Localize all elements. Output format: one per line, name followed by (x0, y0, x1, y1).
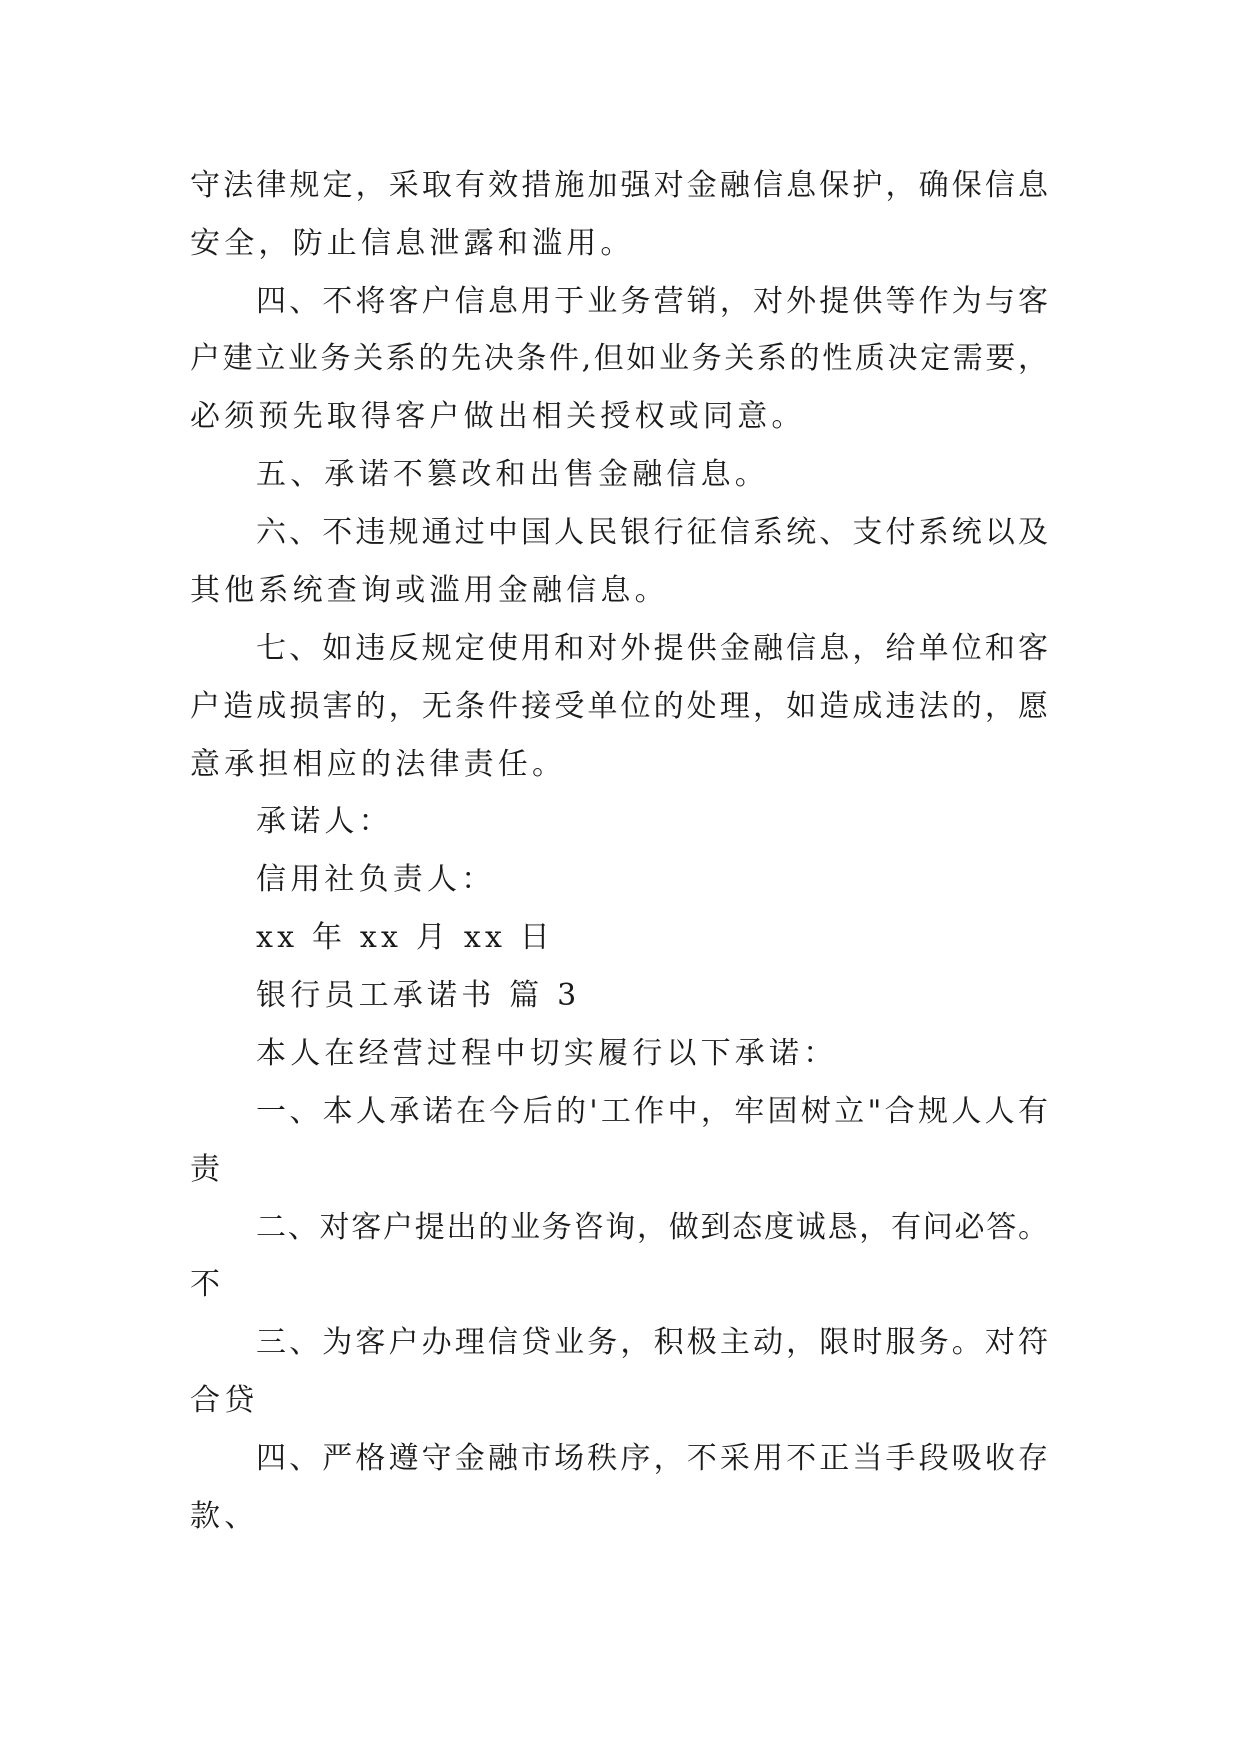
text-line: 责 (190, 1152, 225, 1187)
text-line: 四、严格遵守金融市场秩序，不采用不正当手段吸收存 (256, 1441, 1048, 1476)
section-heading: 银行员工承诺书 篇 3 (256, 978, 581, 1013)
text-line: 户建立业务关系的先决条件,但如业务关系的性质决定需要， (190, 341, 1048, 376)
text-line: 其他系统查询或滥用金融信息。 (190, 573, 669, 608)
text-line: 五、承诺不篡改和出售金融信息。 (256, 457, 769, 492)
text-line: 七、如违反规定使用和对外提供金融信息，给单位和客 (256, 631, 1048, 666)
text-line: 守法律规定，采取有效措施加强对金融信息保护，确保信息 (190, 168, 1048, 203)
text-line: 信用社负责人： (256, 862, 496, 897)
text-line: 四、不将客户信息用于业务营销，对外提供等作为与客 (256, 284, 1048, 319)
text-line: 三、为客户办理信贷业务，积极主动，限时服务。对符 (256, 1325, 1048, 1360)
text-line: 本人在经营过程中切实履行以下承诺： (256, 1036, 838, 1071)
text-line: 六、不违规通过中国人民银行征信系统、支付系统以及 (256, 515, 1048, 550)
text-line: 不 (190, 1267, 225, 1302)
text-line: 合贷 (190, 1383, 259, 1418)
text-line: 承诺人： (256, 804, 393, 839)
text-line: 必须预先取得客户做出相关授权或同意。 (190, 399, 806, 434)
text-line: 二、对客户提出的业务咨询，做到态度诚恳，有问必答。 (256, 1210, 1048, 1245)
text-line: 意承担相应的法律责任。 (190, 747, 567, 782)
date-line: xx 年 xx 月 xx 日 (256, 920, 554, 955)
text-line: 安全，防止信息泄露和滥用。 (190, 226, 635, 261)
text-line: 一、本人承诺在今后的'工作中，牢固树立"合规人人有 (256, 1094, 1048, 1129)
text-line: 款、 (190, 1499, 259, 1534)
text-line: 户造成损害的，无条件接受单位的处理，如造成违法的，愿 (190, 689, 1048, 724)
